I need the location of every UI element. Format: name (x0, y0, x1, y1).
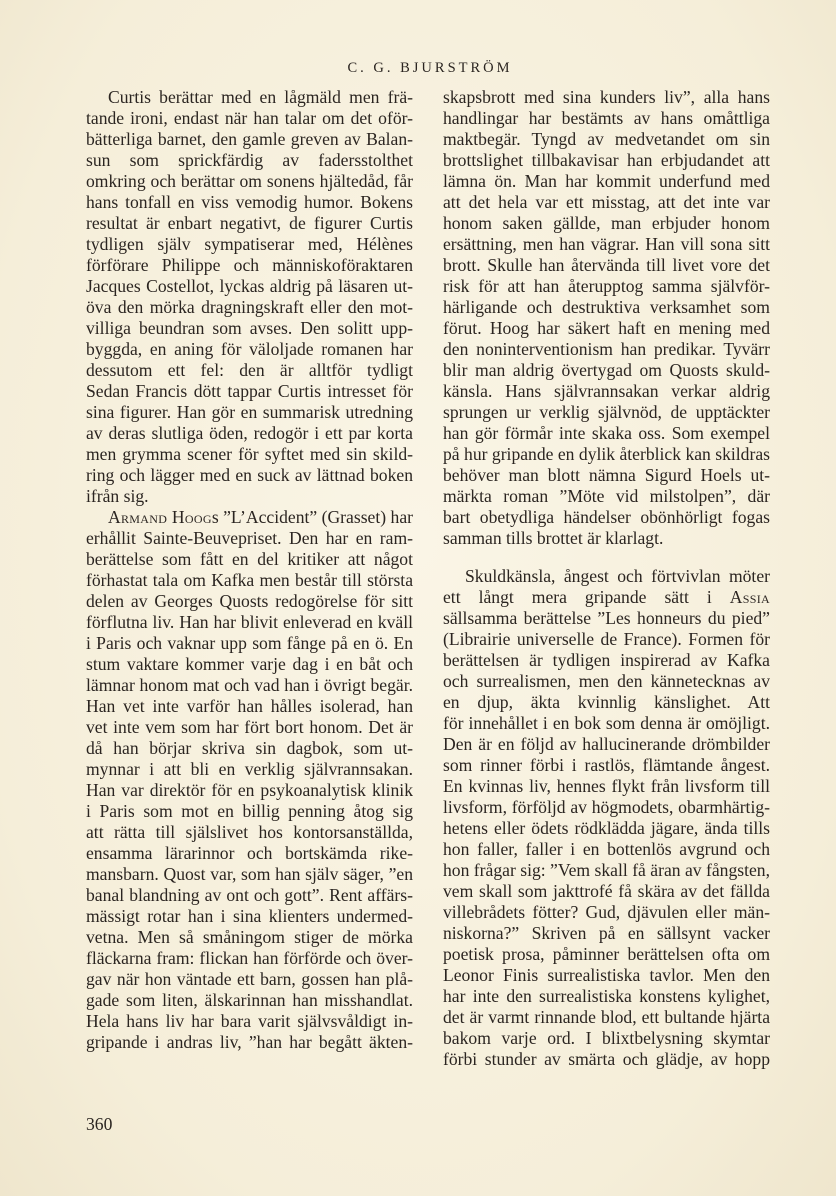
text-line: har inte den surrealistiska konstens kylighet, (443, 986, 770, 1006)
right-column (443, 87, 770, 1070)
text-line: gav när hon väntade ett barn, gossen han plå- (86, 969, 413, 989)
text-line: Den är en följd av hallucinerande drömbilder (443, 734, 770, 754)
text-line: handlingar har bestämts av hans omåttliga (443, 108, 770, 128)
author-name-small-caps: Armand Hoog (108, 507, 212, 527)
text-line: förförare Philippe och människoföraktaren (86, 255, 413, 275)
text-line: delen av Georges Quosts redogörelse för sitt (86, 591, 413, 611)
text-line: gripande i andras liv, ”han har begått äkten- (86, 1032, 413, 1052)
left-column (86, 87, 413, 1053)
text-line: Curtis berättar med en lågmäld men frä- (108, 87, 413, 107)
text-line: blir man aldrig övertygad om Quosts skuld- (443, 360, 770, 380)
text-line: tydligen själv sympatiserar med, Hélènes (86, 234, 413, 254)
text-line: mansbarn. Quost var, som han själv säger, ”en (86, 864, 413, 884)
text-line: ifrån sig. (86, 486, 149, 506)
text-line: Han var direktör för en psykoanalytisk klinik (86, 780, 413, 800)
text-line: att det hela var ett misstag, att det inte var (443, 192, 770, 212)
paragraph (443, 566, 770, 1070)
author-name-small-caps: Assia (729, 587, 770, 607)
text-line: märkta roman ”Möte vid milstolpen”, där (443, 486, 770, 506)
text-line: ring och lägger med en suck av lättnad boken (86, 465, 413, 485)
text-segment: s ”L’Accident” (Grasset) har (211, 507, 413, 527)
text-line: berättelsen är tydligen inspirerad av Kafka (443, 650, 770, 670)
text-line: berättelse som fått en del kritiker att något (86, 549, 413, 569)
text-line: av deras slutliga öden, redogör i ett par korta (86, 423, 413, 443)
page-number: 360 (86, 1114, 113, 1134)
text-line: livsform, förföljd av högmodets, obarmhärtig- (443, 797, 770, 817)
text-line: villebrådets fötter? Gud, djävulen eller män- (443, 902, 770, 922)
text-line: hetens eller ödets rödklädda jägare, ända tills (443, 818, 770, 838)
text-line: stum vaktare kommer varje dag i en båt och (86, 654, 413, 674)
text-line: (Librairie universelle de France). Formen för (443, 629, 770, 649)
text-line: ensamma lärarinnor och bortskämda rike- (86, 843, 413, 863)
paragraph (86, 507, 413, 1053)
text-line: sällsamma berättelse ”Les honneurs du pied” (443, 608, 770, 628)
text-line: det är varmt rinnande blod, ett bultande hjärta (443, 1007, 770, 1027)
text-line: ersättning, men han vägrar. Han vill sona sitt (443, 234, 770, 254)
text-line: härligande och destruktiva verksamhet som (443, 297, 770, 317)
text-line: lämnar honom mat och vad han i övrigt begär. (86, 675, 413, 695)
text-line: för innehållet i en bok som denna är omöjligt. (443, 713, 770, 733)
text-line: skapsbrott med sina kunders liv”, alla hans (443, 87, 770, 107)
text-line: samman tills brottet är klarlagt. (443, 528, 664, 548)
text-line: förbi stunder av smärta och glädje, av hopp (443, 1049, 770, 1069)
text-line: mynnar i att bli en verklig självrannsakan. (86, 759, 413, 779)
text-line: känsla. Hans självrannsakan verkar aldrig (443, 381, 770, 401)
text-line: behöver man blott nämna Sigurd Hoels ut- (443, 465, 770, 485)
text-line: tande ironi, endast när han talar om det oför- (86, 108, 413, 128)
text-line: och surrealismen, men den kännetecknas av (443, 671, 770, 691)
text-line: hans tonfall en viss vemodig humor. Bokens (86, 192, 413, 212)
text-line: vetna. Men så småningom stiger de mörka (86, 927, 413, 947)
text-line: bätterliga barnet, den gamle greven av Balan- (86, 129, 413, 149)
running-head-author: C. G. BJURSTRÖM (347, 60, 513, 76)
text-line: poetisk prosa, påminner berättelsen ofta om (443, 944, 770, 964)
text-line: sina figurer. Han gör en summarisk utredning (86, 402, 413, 422)
text-line: vet inte vem som har fört bort honom. Det är (86, 717, 413, 737)
text-line: mässigt rotar han i sina klienters undermed- (86, 906, 413, 926)
text-line: som rinner förbi i rastlös, flämtande ångest. (443, 755, 770, 775)
text-line: hon faller, faller i en bottenlös avgrund och (443, 839, 770, 859)
text-line (86, 507, 413, 528)
text-line: Sedan Francis dött tappar Curtis intresset för (86, 381, 413, 401)
text-line: sun som sprickfärdig av fadersstolthet (86, 150, 413, 170)
text-line: en djup, äkta kvinnlig känslighet. Att (443, 692, 770, 712)
text-line: Hela hans liv har bara varit självsvåldigt in- (86, 1011, 413, 1031)
text-line: men grymma scener för syftet med sin skild- (86, 444, 413, 464)
text-line: fläckarna fram: flickan han förförde och över- (86, 948, 413, 968)
text-line: Leonor Finis surrealistiska tavlor. Men den (443, 965, 770, 985)
text-line (443, 587, 770, 608)
text-line: brott. Skulle han återvända till livet vore det (443, 255, 770, 275)
text-line: dessutom ett fel: den är alltför tydligt (86, 360, 413, 380)
text-line: lämna ön. Man har kommit underfund med (443, 171, 770, 191)
text-line: niskorna?” Skriven på en sällsynt vacker (443, 923, 770, 943)
text-line: på hur gripande en dylik återblick kan skildras (443, 444, 770, 464)
text-line: En kvinnas liv, hennes flykt från livsform till (443, 776, 770, 796)
text-line: bakom varje ord. I blixtbelysning skymtar (443, 1028, 770, 1048)
text-line: brottslighet tillbakavisar han erbjudandet att (443, 150, 770, 170)
text-line: förut. Hoog har säkert haft en mening med (443, 318, 770, 338)
paragraph (86, 87, 413, 507)
paragraph (443, 87, 770, 549)
text-line: den noninterventionism han predikar. Tyvärr (443, 339, 770, 359)
text-line: maktbegär. Tyngd av medvetandet om sin (443, 129, 770, 149)
text-line: förflutna liv. Han har blivit enleverad en kväll (86, 612, 413, 632)
text-line: i Paris och vaknar upp som fånge på en ö. En (86, 633, 413, 653)
text-line: Skuldkänsla, ångest och förtvivlan möter (465, 566, 770, 586)
text-line: honom saken gällde, man erbjuder honom (443, 213, 770, 233)
text-segment: ett långt mera gripande sätt i (443, 587, 730, 607)
text-line: Han vet inte varför han hålles isolerad, han (86, 696, 413, 716)
text-line: sprungen ur verklig självnöd, de upptäckter (443, 402, 770, 422)
text-line: förhastat tala om Kafka men består till största (86, 570, 413, 590)
text-line: villiga beundran som avses. Den solitt upp- (86, 318, 413, 338)
text-line: vem skall som jakttrofé få skära av det fällda (443, 881, 770, 901)
text-line: erhållit Sainte-Beuvepriset. Den har en ram- (86, 528, 413, 548)
text-line: han gör förmår inte skaka oss. Som exempel (443, 423, 770, 443)
text-line: gade som liten, älskarinnan han misshandlat. (86, 990, 413, 1010)
text-line: hon frågar sig: ”Vem skall få äran av fångsten, (443, 860, 770, 880)
text-line: risk för att han återupptog samma självför- (443, 276, 770, 296)
text-line: omkring och berättar om sonens hjältedåd, får (86, 171, 413, 191)
text-line: banal blandning av ont och gott”. Rent affärs- (86, 885, 413, 905)
text-line: då han börjar skriva sin dagbok, som ut- (86, 738, 413, 758)
text-line: att rätta till själslivet hos kontorsanställda, (86, 822, 413, 842)
text-line: i Paris som mot en billig penning åtog sig (86, 801, 413, 821)
text-line: öva den mörka dragningskraft eller den mot- (86, 297, 413, 317)
text-line: Jacques Costellot, lyckas aldrig på läsaren ut- (86, 276, 413, 296)
text-line: resultat är enbart negativt, de figurer Curtis (86, 213, 413, 233)
text-line: bart obetydliga händelser obönhörligt fogas (443, 507, 770, 527)
text-line: byggda, en aning för väloljade romanen har (86, 339, 413, 359)
